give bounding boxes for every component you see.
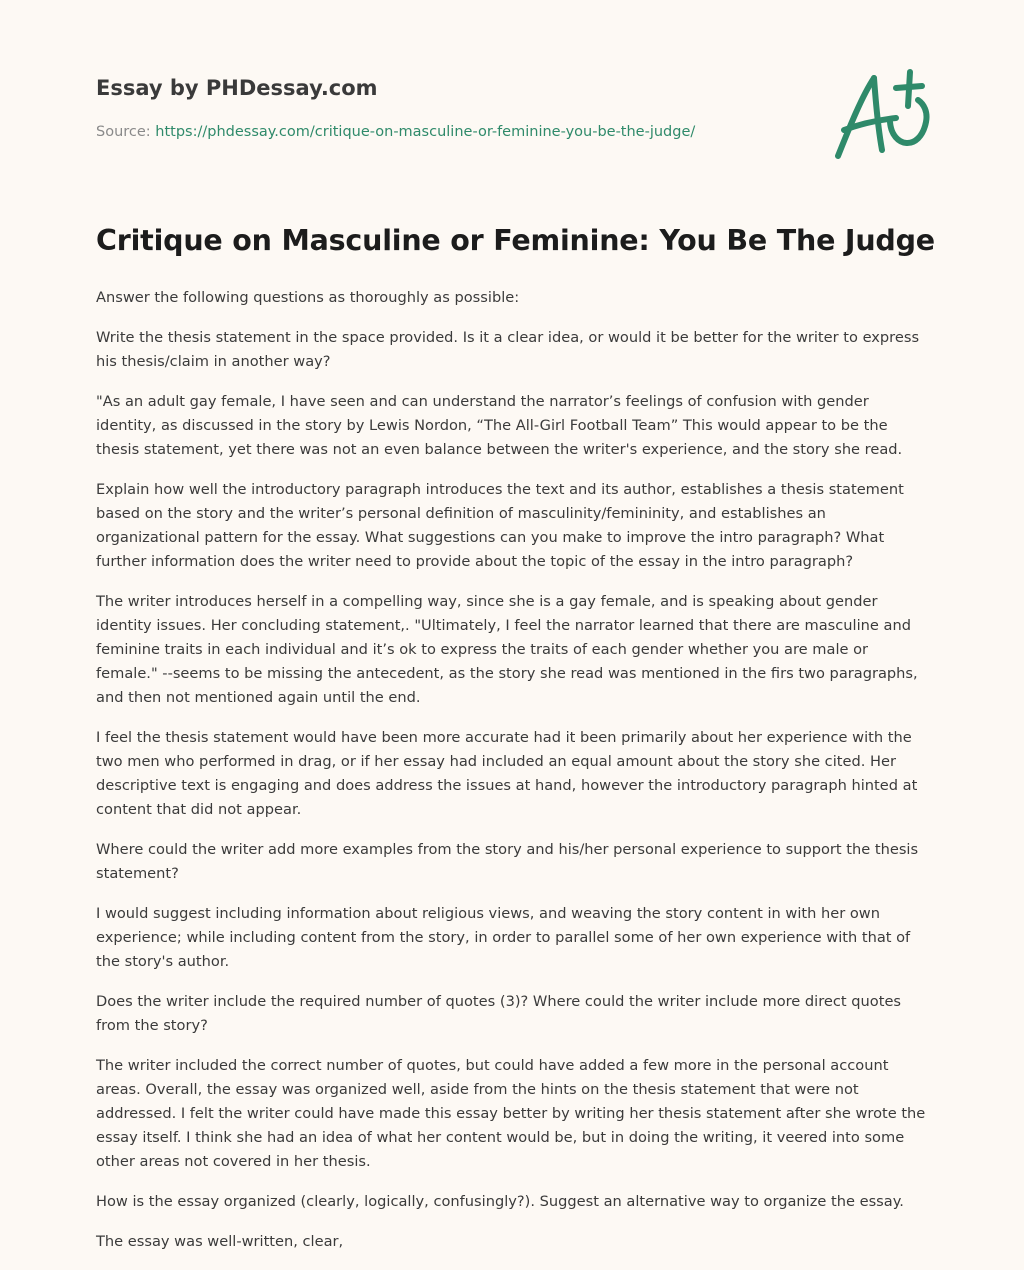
paragraph: I would suggest including information about religious views, and weaving the story content in with her own experience; while including content from the story, in order to parallel some of her own experience with that of the story's author.	[96, 905, 911, 970]
header	[96, 0, 928, 200]
paragraph: How is the essay organized (clearly, logically, confusingly?). Suggest an alternative way to organize the essay.	[96, 1193, 904, 1210]
source-link[interactable]: https://phdessay.com/critique-on-masculine-or-feminine-you-be-the-judge/	[155, 124, 696, 140]
a-plus-logo-icon	[830, 66, 934, 166]
paragraph: The essay was well-written, clear,	[96, 1233, 344, 1250]
essay-body	[96, 286, 932, 1270]
paragraph: Write the thesis statement in the space provided. Is it a clear idea, or would it be better for the writer to express his thesis/claim in another way?	[96, 329, 920, 370]
paragraph: I feel the thesis statement would have been more accurate had it been primarily about her experience with the two men who performed in drag, or if her essay had included an equal amount about the story she cited. Her descriptive text is engaging and does address the issues at hand, however the introductory paragraph hinted at content that did not appear.	[96, 729, 918, 818]
site-title: Essay by PHDessay.com	[96, 76, 378, 100]
paragraph: The writer included the correct number of quotes, but could have added a few more in the personal account areas. Overall, the essay was organized well, aside from the hints on the thesis statement that were not addressed. I felt the writer could have made this essay better by writing her thesis statement after she wrote the essay itself. I think she had an idea of what her content would be, but in doing the writing, it veered into some other areas not covered in her thesis.	[96, 1057, 926, 1170]
essay-title: Critique on Masculine or Feminine: You Be The Judge	[96, 224, 935, 257]
paragraph: "As an adult gay female, I have seen and can understand the narrator’s feelings of confusion with gender identity, as discussed in the story by Lewis Nordon, “The All-Girl Football Team” This would appear to be the thesis statement, yet there was not an even balance between the writer's experience, and the story she read.	[96, 393, 903, 458]
paragraph: The writer introduces herself in a compelling way, since she is a gay female, and is speaking about gender identity issues. Her concluding statement,. "Ultimately, I feel the narrator learned that there are masculine and feminine traits in each individual and it’s ok to express the traits of each gender whether you are male or female." --seems to be missing the antecedent, as the story she read was mentioned in the firs two paragraphs, and then not mentioned again until the end.	[96, 593, 918, 706]
paragraph: Explain how well the introductory paragraph introduces the text and its author, establishes a thesis statement based on the story and the writer’s personal definition of masculinity/femininity, and establishes an organizational pattern for the essay. What suggestions can you make to improve the intro paragraph? What further information does the writer need to provide about the topic of the essay in the intro paragraph?	[96, 481, 904, 570]
source-label: Source:	[96, 124, 151, 140]
paragraph: Answer the following questions as thoroughly as possible:	[96, 289, 520, 306]
paragraph: Where could the writer add more examples from the story and his/her personal experience to support the thesis statement?	[96, 841, 919, 882]
paragraph: Does the writer include the required number of quotes (3)? Where could the writer include more direct quotes from the story?	[96, 993, 902, 1034]
source-line	[96, 124, 695, 140]
